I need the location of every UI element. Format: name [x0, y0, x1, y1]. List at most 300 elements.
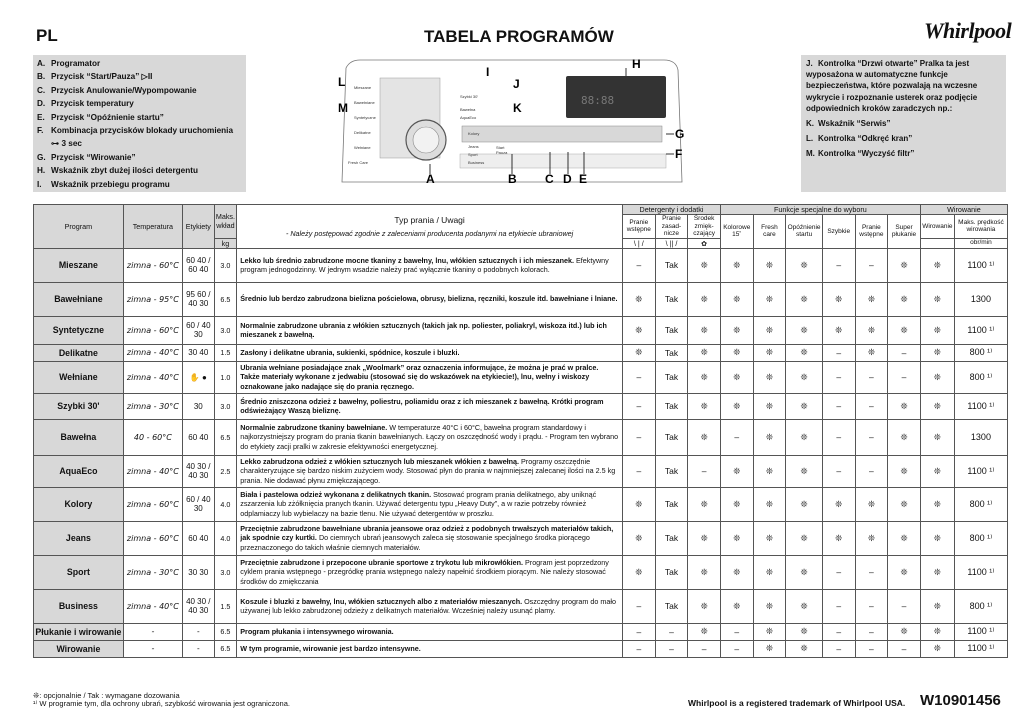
option-cell: ❊ — [622, 316, 655, 344]
col-function: Kolorowe 15˚ — [720, 215, 753, 249]
svg-text:F: F — [675, 147, 683, 161]
option-cell: – — [622, 248, 655, 282]
option-cell: ❊ — [786, 487, 823, 521]
max-spin: 1300 — [954, 419, 1007, 455]
option-cell: Tak — [655, 282, 688, 316]
option-cell: ❊ — [920, 361, 954, 393]
program-description: Średnio zniszczona odzież z bawełny, poliestru, poliamidu oraz z ich mieszanek z bawełną. Krótki program odświeżający Waszą bieliznę. — [237, 393, 623, 419]
option-cell: ❊ — [688, 555, 721, 589]
legend-left-item: B. Przycisk “Start/Pauza” ▷II — [37, 72, 153, 82]
program-description: Normalnie zabrudzone tkaniny bawełniane. W temperaturze 40°C i 60°C, bawełna program standardowy i najkorzystniejszy program do prania tkanin bawełnianych. Łączy on oszczędność wody i prądu. - Program ten wybrano do etykiety zacji pralki w zakresie efektywności energetycznej. — [237, 419, 623, 455]
option-cell: ❊ — [720, 248, 753, 282]
max-spin: 1300 — [954, 282, 1007, 316]
program-temp: zimna - 95°C — [123, 282, 182, 316]
option-cell: Tak — [655, 555, 688, 589]
program-description: Lekko zabrudzona odzież z włókien sztucznych lub mieszanek włókien z bawełną. Programy oszczędnie charakteryzujące się bardzo niskim zużyciem wody. Stosować płyn do prania w najmniejszej zalecanej ilości na 2.5 kg prania. Nie dodawać płynu zmiękczającego. — [237, 455, 623, 487]
max-spin: 800 ¹⁾ — [954, 589, 1007, 623]
option-cell: ❊ — [786, 361, 823, 393]
option-cell: Tak — [655, 361, 688, 393]
max-load: 4.0 — [214, 487, 237, 521]
legend-right-item: L. Kontrolka “Odkręć kran” — [806, 134, 913, 144]
program-temp: zimna - 40°C — [123, 455, 182, 487]
det-symbol: \ || / — [655, 238, 688, 248]
program-name: Sport — [34, 555, 124, 589]
option-cell: ❊ — [888, 248, 921, 282]
option-cell: ❊ — [622, 487, 655, 521]
option-cell: ❊ — [786, 248, 823, 282]
group-functions: Funkcje specjalne do wyboru — [720, 205, 920, 215]
svg-text:AquaEco: AquaEco — [460, 115, 477, 120]
option-cell: – — [655, 623, 688, 640]
option-cell: ❊ — [920, 419, 954, 455]
max-load: 3.0 — [214, 393, 237, 419]
program-temp: zimna - 60°C — [123, 248, 182, 282]
option-cell: – — [855, 393, 888, 419]
option-cell: – — [622, 623, 655, 640]
option-cell: – — [855, 361, 888, 393]
program-description: Przeciętnie zabrudzone bawełniane ubrania jeansowe oraz odzież z podobnych trwałszych materiałów takich, jak spodnie czy kurtki. Do ciemnych ubrań jeansowych zaleca się stosowanie specjalnego środka piorącego przeznaczonego do takich właśnie ciemnych materiałów. — [237, 521, 623, 555]
option-cell: ❊ — [888, 419, 921, 455]
svg-text:Fresh Care: Fresh Care — [348, 160, 369, 165]
col-function: Opóźnienie startu — [786, 215, 823, 249]
option-cell: ❊ — [920, 248, 954, 282]
table-row — [34, 589, 1008, 623]
table-row — [34, 344, 1008, 361]
option-cell: ❊ — [786, 555, 823, 589]
table-row — [34, 361, 1008, 393]
max-load: 6.5 — [214, 623, 237, 640]
col-program: Program — [34, 205, 124, 249]
option-cell: ❊ — [920, 589, 954, 623]
option-cell: ❊ — [688, 248, 721, 282]
program-temp: - — [123, 623, 182, 640]
option-cell: Tak — [655, 248, 688, 282]
option-cell: – — [855, 589, 888, 623]
option-cell: Tak — [655, 589, 688, 623]
care-labels: ✋ ● — [182, 361, 214, 393]
col-function: Fresh care — [753, 215, 786, 249]
max-spin: 1100 ¹⁾ — [954, 248, 1007, 282]
table-row — [34, 487, 1008, 521]
option-cell: ❊ — [855, 344, 888, 361]
option-cell: ❊ — [786, 640, 823, 657]
table-row — [34, 555, 1008, 589]
option-cell: ❊ — [786, 521, 823, 555]
option-cell: ❊ — [720, 344, 753, 361]
option-cell: – — [622, 640, 655, 657]
care-labels: - — [182, 640, 214, 657]
option-cell: ❊ — [753, 316, 786, 344]
option-cell: ❊ — [920, 344, 954, 361]
option-cell: – — [855, 419, 888, 455]
program-name: Bawełna — [34, 419, 124, 455]
option-cell: ❊ — [786, 419, 823, 455]
legend-left-item: H. Wskaźnik zbyt dużej ilości detergentu — [37, 166, 198, 176]
option-cell: ❊ — [622, 521, 655, 555]
svg-text:Bawełna: Bawełna — [460, 107, 476, 112]
option-cell: ❊ — [688, 316, 721, 344]
program-temp: zimna - 40°C — [123, 344, 182, 361]
col-type: Typ prania / Uwagi - Należy postępować zgodnie z zaleceniami producenta podanymi na etykiecie ubraniowej — [237, 205, 623, 249]
option-cell: – — [855, 640, 888, 657]
option-cell: ❊ — [720, 316, 753, 344]
option-cell: ❊ — [786, 393, 823, 419]
programs-table — [33, 204, 1008, 658]
option-cell: ❊ — [855, 282, 888, 316]
svg-text:Delikatne: Delikatne — [354, 130, 371, 135]
program-temp: zimna - 40°C — [123, 361, 182, 393]
footnotes — [33, 692, 290, 708]
program-name: Bawełniane — [34, 282, 124, 316]
whirlpool-logo: Whirlpool — [924, 18, 1012, 43]
option-cell: ❊ — [822, 316, 855, 344]
program-temp: zimna - 60°C — [123, 521, 182, 555]
col-detergent: Pranie zasad-nicze — [655, 215, 688, 239]
option-cell: – — [822, 589, 855, 623]
care-labels: - — [182, 623, 214, 640]
option-cell: ❊ — [753, 623, 786, 640]
program-name: Delikatne — [34, 344, 124, 361]
program-description: Program płukania i intensywnego wirowania. — [237, 623, 623, 640]
option-cell: – — [622, 455, 655, 487]
care-labels: 60 / 40 30 — [182, 316, 214, 344]
option-cell: ❊ — [753, 521, 786, 555]
care-labels: 60 40 / 60 40 — [182, 248, 214, 282]
max-spin: 800 ¹⁾ — [954, 521, 1007, 555]
care-labels: 40 30 / 40 30 — [182, 589, 214, 623]
care-labels: 95 60 / 40 30 — [182, 282, 214, 316]
col-function: Pranie wstępne — [855, 215, 888, 249]
option-cell: – — [888, 640, 921, 657]
col-spin: Maks. prędkość wirowania — [954, 215, 1007, 239]
col-detergent: Środek zmięk-czający — [688, 215, 721, 239]
option-cell: ❊ — [622, 555, 655, 589]
option-cell: ❊ — [688, 282, 721, 316]
program-name: Szybki 30' — [34, 393, 124, 419]
program-name: Płukanie i wirowanie — [34, 623, 124, 640]
legend-left-item: D. Przycisk temperatury — [37, 99, 134, 109]
table-row — [34, 521, 1008, 555]
option-cell: ❊ — [753, 282, 786, 316]
svg-text:Wełniane: Wełniane — [354, 145, 371, 150]
svg-text:Mieszane: Mieszane — [354, 85, 372, 90]
option-cell: ❊ — [888, 555, 921, 589]
max-load: 2.5 — [214, 455, 237, 487]
legend-right-item: K. Wskaźnik “Serwis” — [806, 119, 891, 129]
program-description: Przeciętnie zabrudzone i przepocone ubranie sportowe z trykotu lub mikrowłókien. Program jest poprzedzony cyklem prania wstępnego - przegródkę prania wstępnego należy napełnić środkiem piorącym. Nie należy stosować środków do zmiękczania — [237, 555, 623, 589]
option-cell: ❊ — [720, 361, 753, 393]
option-cell: – — [822, 555, 855, 589]
document-code: W10901456 — [920, 692, 1001, 709]
max-spin: 1100 ¹⁾ — [954, 640, 1007, 657]
svg-text:Business: Business — [468, 160, 485, 165]
option-cell: ❊ — [920, 455, 954, 487]
option-cell: ❊ — [753, 419, 786, 455]
program-temp: zimna - 60°C — [123, 316, 182, 344]
option-cell: ❊ — [688, 521, 721, 555]
legend-left-item: C. Przycisk Anulowanie/Wypompowanie — [37, 85, 197, 95]
legend-left-item: E. Przycisk “Opóźnienie startu” — [37, 112, 164, 122]
option-cell: Tak — [655, 419, 688, 455]
option-cell: ❊ — [920, 282, 954, 316]
option-cell: ❊ — [720, 282, 753, 316]
legend-right-item: J. Kontrolka “Drzwi otwarte” Pralka ta jest wyposażona w automatyczne funkcje bezpieczeństwa, które pozwalają na wczesne wykrycie i rozpoznanie usterek oraz podjęcie odpowiednich kroków zaradczych np.: — [806, 59, 978, 113]
program-name: Business — [34, 589, 124, 623]
col-function: Szybkie — [822, 215, 855, 249]
option-cell: ❊ — [888, 455, 921, 487]
program-description: Zasłony i delikatne ubrania, sukienki, spódnice, koszule i bluzki. — [237, 344, 623, 361]
svg-text:D: D — [563, 172, 572, 186]
option-cell: – — [622, 361, 655, 393]
option-cell: ❊ — [786, 316, 823, 344]
option-cell: – — [822, 455, 855, 487]
option-cell: ❊ — [753, 640, 786, 657]
program-name: AquaEco — [34, 455, 124, 487]
option-cell: Tak — [655, 455, 688, 487]
max-spin: 1100 ¹⁾ — [954, 455, 1007, 487]
option-cell: ❊ — [753, 455, 786, 487]
option-cell: ❊ — [753, 487, 786, 521]
legend-left-item: F. Kombinacja przycisków blokady uruchomienia — [37, 126, 233, 136]
option-cell: ❊ — [786, 589, 823, 623]
spin-blank — [920, 238, 954, 248]
option-cell: – — [822, 361, 855, 393]
option-cell: ❊ — [688, 487, 721, 521]
option-cell: Tak — [655, 393, 688, 419]
page-title: TABELA PROGRAMÓW — [424, 27, 614, 46]
max-spin: 1100 ¹⁾ — [954, 316, 1007, 344]
table-row — [34, 623, 1008, 640]
program-temp: zimna - 30°C — [123, 393, 182, 419]
option-cell: ❊ — [720, 487, 753, 521]
option-cell: – — [822, 344, 855, 361]
col-spin: Wirowanie — [920, 215, 954, 239]
program-name: Mieszane — [34, 248, 124, 282]
program-temp: zimna - 60°C — [123, 487, 182, 521]
svg-text:Syntetyczne: Syntetyczne — [354, 115, 376, 120]
option-cell: Tak — [655, 487, 688, 521]
legend-left — [33, 55, 246, 192]
option-cell: ❊ — [920, 623, 954, 640]
max-load: 1.5 — [214, 344, 237, 361]
footnote-spin: ¹⁾ W programie tym, dla ochrony ubrań, szybkość wirowania jest ograniczona. — [33, 699, 290, 708]
option-cell: – — [855, 623, 888, 640]
option-cell: ❊ — [753, 361, 786, 393]
max-spin: 800 ¹⁾ — [954, 344, 1007, 361]
max-spin: 1100 ¹⁾ — [954, 393, 1007, 419]
max-load: 4.0 — [214, 521, 237, 555]
option-cell: ❊ — [920, 316, 954, 344]
svg-text:Kolory: Kolory — [468, 131, 480, 136]
program-name: Syntetyczne — [34, 316, 124, 344]
option-cell: ❊ — [720, 393, 753, 419]
spin-unit: obr/min — [954, 238, 1007, 248]
option-cell: – — [655, 640, 688, 657]
col-temperature: Temperatura — [123, 205, 182, 249]
svg-text:Sport: Sport — [468, 152, 478, 157]
option-cell: ❊ — [786, 623, 823, 640]
svg-text:L: L — [338, 75, 346, 89]
col-function: Super płukanie — [888, 215, 921, 249]
legend-left-item: I. Wskaźnik przebiegu programu — [37, 179, 170, 189]
control-panel-diagram — [336, 56, 688, 189]
care-labels: 60 40 — [182, 521, 214, 555]
det-symbol: ✿ — [688, 238, 721, 248]
program-description: W tym programie, wirowanie jest bardzo intensywne. — [237, 640, 623, 657]
table-row — [34, 419, 1008, 455]
option-cell: ❊ — [622, 282, 655, 316]
program-description: Średnio lub berdzo zabrudzona bielizna pościelowa, obrusy, bielizna, ręczniki, koszule itd. bawełniane i lniane. — [237, 282, 623, 316]
care-labels: 30 40 — [182, 344, 214, 361]
svg-text:J: J — [513, 77, 520, 91]
option-cell: – — [622, 589, 655, 623]
option-cell: ❊ — [688, 393, 721, 419]
svg-text:G: G — [675, 127, 685, 141]
care-labels: 60 40 — [182, 419, 214, 455]
svg-text:H: H — [632, 57, 641, 71]
option-cell: – — [622, 419, 655, 455]
option-cell: – — [888, 589, 921, 623]
svg-text:B: B — [508, 172, 517, 186]
table-row — [34, 282, 1008, 316]
group-spin: Wirowanie — [920, 205, 1007, 215]
program-temp: zimna - 40°C — [123, 589, 182, 623]
svg-text:I: I — [486, 65, 490, 79]
max-load: 6.5 — [214, 282, 237, 316]
care-labels: 40 30 / 40 30 — [182, 455, 214, 487]
max-load: 1.5 — [214, 589, 237, 623]
option-cell: ❊ — [822, 521, 855, 555]
svg-text:Pauza: Pauza — [496, 150, 508, 155]
option-cell: ❊ — [720, 521, 753, 555]
trademark: Whirlpool is a registered trademark of Whirlpool USA. — [688, 698, 906, 708]
svg-text:88:88: 88:88 — [581, 94, 615, 107]
option-cell: ❊ — [920, 393, 954, 419]
care-labels: 60 / 40 30 — [182, 487, 214, 521]
option-cell: – — [822, 640, 855, 657]
option-cell: – — [855, 455, 888, 487]
option-cell: ❊ — [753, 393, 786, 419]
option-cell: ❊ — [888, 521, 921, 555]
option-cell: – — [688, 455, 721, 487]
program-name: Jeans — [34, 521, 124, 555]
option-cell: – — [720, 623, 753, 640]
option-cell: ❊ — [888, 282, 921, 316]
max-spin: 1100 ¹⁾ — [954, 555, 1007, 589]
max-load: 1.0 — [214, 361, 237, 393]
max-load: 3.0 — [214, 248, 237, 282]
program-temp: zimna - 30°C — [123, 555, 182, 589]
program-description: Normalnie zabrudzone ubrania z włókien sztucznych (takich jak np. poliester, poliakryl, wiskoza itd.) lub ich mieszanek z bawełną. — [237, 316, 623, 344]
max-load: 6.5 — [214, 640, 237, 657]
option-cell: ❊ — [888, 487, 921, 521]
legend-left-item: A. Programator — [37, 59, 101, 68]
option-cell: ❊ — [753, 555, 786, 589]
table-row — [34, 248, 1008, 282]
option-cell: ❊ — [888, 393, 921, 419]
group-detergents: Detergenty i dodatki — [622, 205, 720, 215]
program-description: Biała i pastelowa odzież wykonana z delikatnych tkanin. Stosować program prania delikatnego, aby uniknąć zszarzenia lub zżółknięcia pranych tkanin. Używać detergentu typu „Heavy Duty”, a w razie potrzeby również odplamiaczy lub wybielaczy na bazie tlenu. Nie używać detergentów w proszku. — [237, 487, 623, 521]
option-cell: Tak — [655, 316, 688, 344]
option-cell: ❊ — [688, 361, 721, 393]
program-temp: 40 - 60°C — [123, 419, 182, 455]
option-cell: ❊ — [786, 344, 823, 361]
option-cell: – — [688, 640, 721, 657]
option-cell: ❊ — [855, 487, 888, 521]
option-cell: ❊ — [888, 316, 921, 344]
svg-text:M: M — [338, 101, 348, 115]
program-description: Lekko lub średnio zabrudzone mocne tkaniny z bawełny, lnu, włókien sztucznych i ich mieszanek. Efektywny program jednogodzinny. W jednym wsadzie należy prać wyłącznie tkaniny o podobnych kolorach. — [237, 248, 623, 282]
option-cell: ❊ — [822, 487, 855, 521]
option-cell: – — [855, 248, 888, 282]
svg-text:E: E — [579, 172, 588, 186]
option-cell: ❊ — [753, 344, 786, 361]
det-symbol: \ | / — [622, 238, 655, 248]
option-cell: ❊ — [720, 455, 753, 487]
max-spin: 800 ¹⁾ — [954, 487, 1007, 521]
program-name: Wirowanie — [34, 640, 124, 657]
option-cell: ❊ — [786, 455, 823, 487]
option-cell: – — [622, 393, 655, 419]
footnote-optional: ❊: opcjonalnie / Tak : wymagane dozowania — [33, 691, 180, 700]
option-cell: ❊ — [688, 344, 721, 361]
svg-text:K: K — [513, 101, 522, 115]
table-row — [34, 640, 1008, 657]
option-cell: ❊ — [920, 640, 954, 657]
care-labels: 30 30 — [182, 555, 214, 589]
care-labels: 30 — [182, 393, 214, 419]
option-cell: ❊ — [688, 623, 721, 640]
language-code: PL — [36, 26, 58, 45]
legend-right — [801, 55, 1006, 192]
svg-text:A: A — [426, 172, 435, 186]
option-cell: ❊ — [720, 589, 753, 623]
col-labels: Etykiety — [182, 205, 214, 249]
option-cell: ❊ — [753, 248, 786, 282]
option-cell: – — [822, 419, 855, 455]
program-name: Wełniane — [34, 361, 124, 393]
option-cell: – — [888, 361, 921, 393]
option-cell: ❊ — [920, 555, 954, 589]
table-row — [34, 455, 1008, 487]
option-cell: ❊ — [920, 521, 954, 555]
col-load: Maks. wkład — [214, 205, 237, 239]
option-cell: ❊ — [855, 521, 888, 555]
load-unit: kg — [214, 238, 237, 248]
option-cell: – — [822, 248, 855, 282]
option-cell: Tak — [655, 521, 688, 555]
option-cell: Tak — [655, 344, 688, 361]
option-cell: ❊ — [855, 316, 888, 344]
svg-text:Bawełniane: Bawełniane — [354, 100, 375, 105]
legend-right-item: M. Kontrolka “Wyczyść filtr” — [806, 149, 915, 159]
option-cell: – — [855, 555, 888, 589]
program-name: Kolory — [34, 487, 124, 521]
svg-text:Szybki 30': Szybki 30' — [460, 94, 479, 99]
option-cell: ❊ — [688, 419, 721, 455]
svg-text:Jeans: Jeans — [468, 144, 479, 149]
max-load: 6.5 — [214, 419, 237, 455]
table-row — [34, 316, 1008, 344]
option-cell: – — [822, 393, 855, 419]
legend-left-item: G. Przycisk “Wirowanie” — [37, 152, 136, 162]
option-cell: ❊ — [720, 555, 753, 589]
max-load: 3.0 — [214, 555, 237, 589]
program-temp: - — [123, 640, 182, 657]
table-row — [34, 393, 1008, 419]
max-spin: 800 ¹⁾ — [954, 361, 1007, 393]
option-cell: ❊ — [622, 344, 655, 361]
